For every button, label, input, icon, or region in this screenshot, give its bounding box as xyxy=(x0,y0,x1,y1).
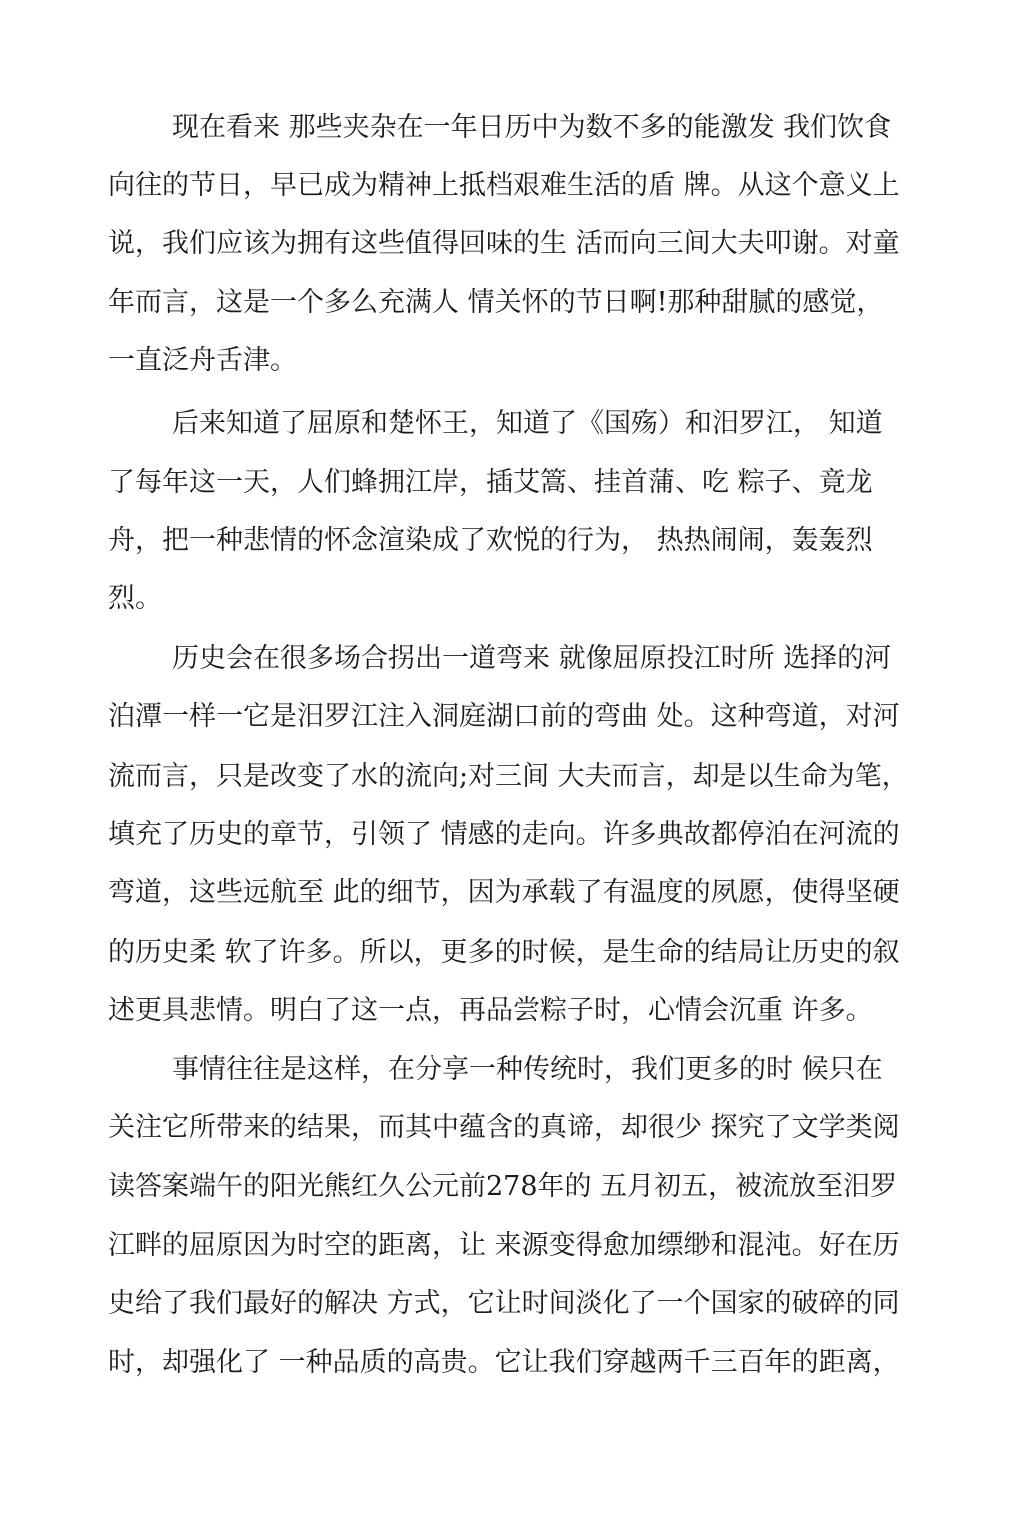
paragraph-4-line-5: 史给了我们最好的解决 方式，它让时间淡化了一个国家的破碎的同 xyxy=(108,1288,900,1319)
paragraph-1-line-3: 说，我们应该为拥有这些值得回味的生 活而向三间大夫叩谢。对童 xyxy=(108,228,900,259)
paragraph-2-line-4: 烈。 xyxy=(108,583,162,614)
paragraph-3-line-5: 弯道，这些远航至 此的细节，因为承载了有温度的夙愿，使得坚硬 xyxy=(108,877,900,908)
paragraph-3-line-6: 的历史柔 软了许多。所以，更多的时候，是生命的结局让历史的叙 xyxy=(108,937,900,968)
paragraph-3-line-4: 填充了历史的章节，引领了 情感的走向。许多典故都停泊在河流的 xyxy=(108,819,900,850)
paragraph-4-line-3: 读答案端午的阳光熊红久公元前278年的 五月初五，被流放至汨罗 xyxy=(108,1171,898,1202)
paragraph-2-line-1: 后来知道了屈原和楚怀王，知道了《国殇）和汨罗江， 知道 xyxy=(172,408,883,439)
paragraph-3-line-7: 述更具悲情。明白了这一点，再品尝粽子时，心情会沉重 许多。 xyxy=(108,995,873,1026)
paragraph-1-line-5: 一直泛舟舌津。 xyxy=(108,345,297,376)
paragraph-2-line-3: 舟，把一种悲情的怀念渲染成了欢悦的行为， 热热闹闹，轰轰烈 xyxy=(108,525,873,556)
paragraph-2-line-2: 了每年这一天，人们蜂拥江岸，插艾篙、挂首蒲、吃 粽子、竟龙 xyxy=(108,467,873,498)
paragraph-4-line-6: 时，却强化了 一种品质的高贵。它让我们穿越两千三百年的距离， xyxy=(108,1347,900,1378)
paragraph-4-line-4: 江畔的屈原因为时空的距离，让 来源变得愈加缥缈和混沌。好在历 xyxy=(108,1230,900,1261)
paragraph-3-line-3: 流而言，只是改变了水的流向;对三间 大夫而言，却是以生命为笔， xyxy=(108,761,909,792)
paragraph-3-line-1: 历史会在很多场合拐出一道弯来 就像屈原投江时所 选择的河 xyxy=(172,643,892,674)
paragraph-1-line-2: 向往的节日，早已成为精神上抵档艰难生活的盾 牌。从这个意义上 xyxy=(108,170,900,201)
paragraph-3-line-2: 泊潭一样一它是汨罗江注入洞庭湖口前的弯曲 处。这种弯道，对河 xyxy=(108,701,900,732)
paragraph-1-line-4: 年而言，这是一个多么充满人 情关怀的节日啊!那种甜腻的感觉， xyxy=(108,287,884,318)
paragraph-4-line-2: 关注它所带来的结果，而其中蕴含的真谛，却很少 探究了文学类阅 xyxy=(108,1112,900,1143)
paragraph-4-line-1: 事情往往是这样，在分享一种传统时，我们更多的时 候只在 xyxy=(172,1054,883,1085)
paragraph-1-line-1: 现在看来 那些夹杂在一年日历中为数不多的能激发 我们饮食 xyxy=(172,112,892,143)
